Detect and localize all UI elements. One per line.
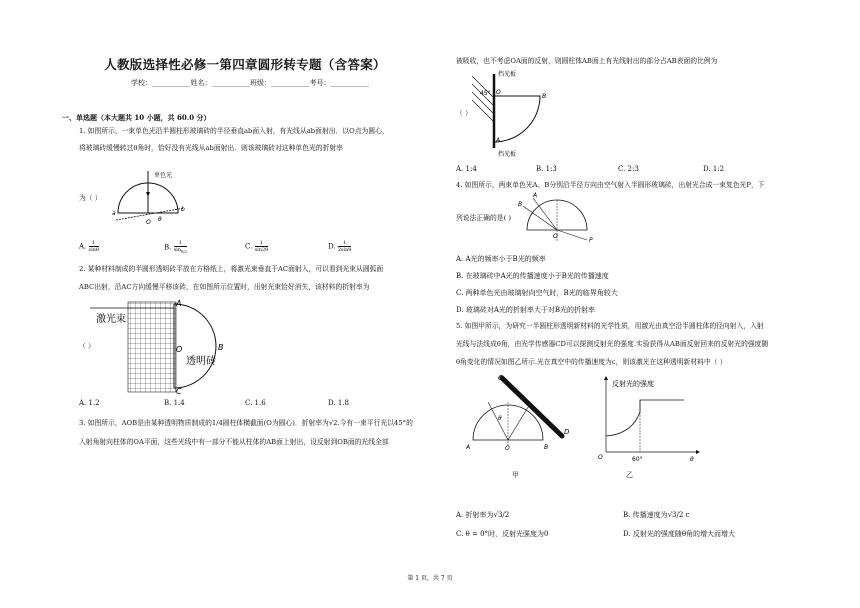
q2-label-b: B <box>218 343 224 352</box>
student-info-line: 学校：___________姓名：___________班级：___________考号：___________ <box>131 79 369 87</box>
q3-option-b[interactable]: B. 1:3 <box>536 165 557 173</box>
q5-graph-origin: O <box>598 454 603 461</box>
page-title: 人教版选择性必修一第四章圆形转专题（含答案） <box>104 57 386 72</box>
q2-option-d[interactable]: D. 1.8 <box>328 399 349 407</box>
q1-line-2: 将玻璃砖缓慢转过θ角时，恰好没有光线从ab面射出．则该玻璃砖对这种单色光的折射率 <box>79 144 343 152</box>
q2-grid-paper <box>128 302 176 392</box>
q5-option-d[interactable]: D. 反射光的强度随θ角的增大而增大 <box>623 530 736 538</box>
q3-option-d[interactable]: D. 1:2 <box>703 165 725 173</box>
q4-line-2: 列说法正确的是( ) <box>456 214 512 222</box>
q2-line-1: 2. 某种材料制成的半圆形透明砖平放在方格纸上，将激光束垂直于AC面射入，可以看到光束从圆弧面 <box>79 265 384 273</box>
q4-semicircle-figure <box>515 190 605 246</box>
q3-option-c[interactable]: C. 2:3 <box>618 165 639 173</box>
q3-option-a[interactable]: A. 1:4 <box>456 165 477 173</box>
q2-grid-figure <box>90 298 230 396</box>
q5-sensor-cd <box>502 378 562 436</box>
q5-label-c: C <box>498 374 503 382</box>
q5-option-b[interactable]: B. 传播速度为√3/2 c <box>623 511 690 519</box>
q5-figure-yi-graph <box>592 372 702 462</box>
q2-option-a[interactable]: A. 1.2 <box>79 399 100 407</box>
q5-figure-jia <box>458 372 583 462</box>
q3-quarter-arc <box>494 96 540 142</box>
q1-line-1: 1. 如图所示，一束单色光沿半圆柱形玻璃砖的半径垂直ab面入射，有光线从ab面射出．以O点为圆心， <box>79 127 389 135</box>
q5-label-jia: 甲 <box>512 471 519 479</box>
q2-brick-label: 透明砖 <box>186 356 216 367</box>
q3-label-a: A <box>496 137 501 144</box>
q4-label-a: A <box>533 192 538 199</box>
q5-label-o: O <box>505 445 510 452</box>
q4-option-b[interactable]: B. 在玻璃砖中A光的传播速度小于B光的传播速度 <box>456 272 609 280</box>
q5-y-arrow-icon <box>604 376 608 380</box>
q3-line-2: 入射角射向柱体的OA平面，这些光线中有一部分不能从柱体的AB面上射出，设反射到OB面的光线全部 <box>79 438 389 446</box>
q3-label-o: O <box>496 89 501 96</box>
q2-label-c: C <box>176 387 182 396</box>
q3-top-baffle-label: 挡光板 <box>498 71 517 78</box>
q4-option-a[interactable]: A. A光的频率小于B光的频率 <box>456 255 546 263</box>
q1-label-theta: θ <box>158 216 162 223</box>
q4-label-b: B <box>518 201 523 208</box>
q2-label-a: A <box>176 299 182 308</box>
q2-option-b[interactable]: B. 1.4 <box>164 399 185 407</box>
q4-label-o: O <box>553 233 558 240</box>
q1-line-3: 为（ ） <box>79 194 102 202</box>
page-footer: 第 1 页，共 7 页 <box>407 575 453 582</box>
q5-graph-curve <box>606 400 684 436</box>
q5-label-theta: θ <box>498 415 502 422</box>
q5-graph-x-label: θ <box>690 456 694 462</box>
q5-label-b: B <box>544 444 549 451</box>
q1-label-o: O <box>146 219 151 226</box>
q5-line-2: 光线与法线成θ角，由光学传感器CD可以探测反射光的强度.实验获得从AB面反射回来的反射光的强度随 <box>456 340 769 348</box>
q4-option-c[interactable]: C. 两种单色光由玻璃射向空气时，B光的临界角较大 <box>456 289 618 297</box>
q5-option-a[interactable]: A. 折射率为√3/2 <box>456 511 510 519</box>
q5-line-3: θ角变化的情况如图乙所示.光在真空中的传播速度为c，则该激光在这种透明新材料中（ ） <box>456 358 727 366</box>
q2-laser-label: 激光束 <box>96 314 126 325</box>
q5-line-1: 5. 如图甲所示，为研究一半圆柱形透明新材料的光学性质，用激光由真空沿半圆柱体的径向射入，入射 <box>456 322 764 330</box>
q1-label-a: a <box>112 210 116 217</box>
section-title: 一、单选题（本大题共 10 小题，共 60.0 分） <box>62 113 211 122</box>
q1-arrow-icon <box>146 192 150 197</box>
q5-reflected-ray <box>508 404 530 440</box>
q1-light-label: 单色光 <box>154 172 173 179</box>
q4-option-d[interactable]: D. 玻璃砖对A光的折射率大于对B光的折射率 <box>456 306 596 314</box>
q3-line-4: （ ） <box>456 109 472 117</box>
q1-option-b[interactable]: B. $\frac{1}{\sin_{\theta/2}}$ <box>164 240 188 254</box>
q4-label-p: P <box>589 237 593 244</box>
q3-bottom-baffle-label: 挡光板 <box>498 151 517 158</box>
q4-ray-p <box>557 230 587 240</box>
q1-semicircle-figure <box>110 168 190 230</box>
q4-line-1: 4. 如图所示，两束单色光A、B分别沿半径方向由空气射入半圆形玻璃砖，出射光合成一束复色光P，下 <box>456 181 765 189</box>
q5-x-arrow-icon <box>696 450 700 454</box>
q5-label-d: D <box>564 428 570 436</box>
q1-option-c[interactable]: C. $\frac{1}{\sin 2\theta}$ <box>245 240 269 253</box>
q2-line-2: ABC出射，沿AC方向缓慢平移该砖，在如图所示位置时，出射光束恰好消失，该材料的折射率为 <box>79 283 370 291</box>
q5-graph-tick: 60° <box>632 456 643 462</box>
q3-label-b: B <box>542 93 547 100</box>
q3-quarter-cylinder-figure <box>470 66 580 158</box>
q2-option-c[interactable]: C. 1.6 <box>245 399 266 407</box>
q3-angle-label: 45° <box>480 90 491 97</box>
q3-line-1: 3. 如图所示，AOB是由某种透明物质制成的1/4圆柱体横截面(O为圆心)．折射率为√2.今有一束平行光以45°的 <box>79 419 413 427</box>
q3-line-3: 被吸收，也不考虑OA面的反射，则圆柱体AB面上有光线射出的部分占AB表面的比例为 <box>456 57 718 65</box>
q2-label-o: O <box>176 345 183 354</box>
q4-ray-b <box>523 206 557 230</box>
q5-graph-ylabel: 反射光的强度 <box>612 380 654 388</box>
q5-option-c[interactable]: C. θ = 0°时，反射光强度为0 <box>456 530 549 538</box>
q5-label-a: A <box>466 444 471 451</box>
q1-option-d[interactable]: D. $\frac{1}{2\sin\theta}$ <box>328 240 352 253</box>
q5-label-yi: 乙 <box>626 471 633 479</box>
q1-label-b: b <box>181 206 185 213</box>
q2-line-3: （ ） <box>79 342 95 350</box>
q1-option-a[interactable]: A. $\frac{1}{\sin\theta}$ <box>79 240 99 253</box>
